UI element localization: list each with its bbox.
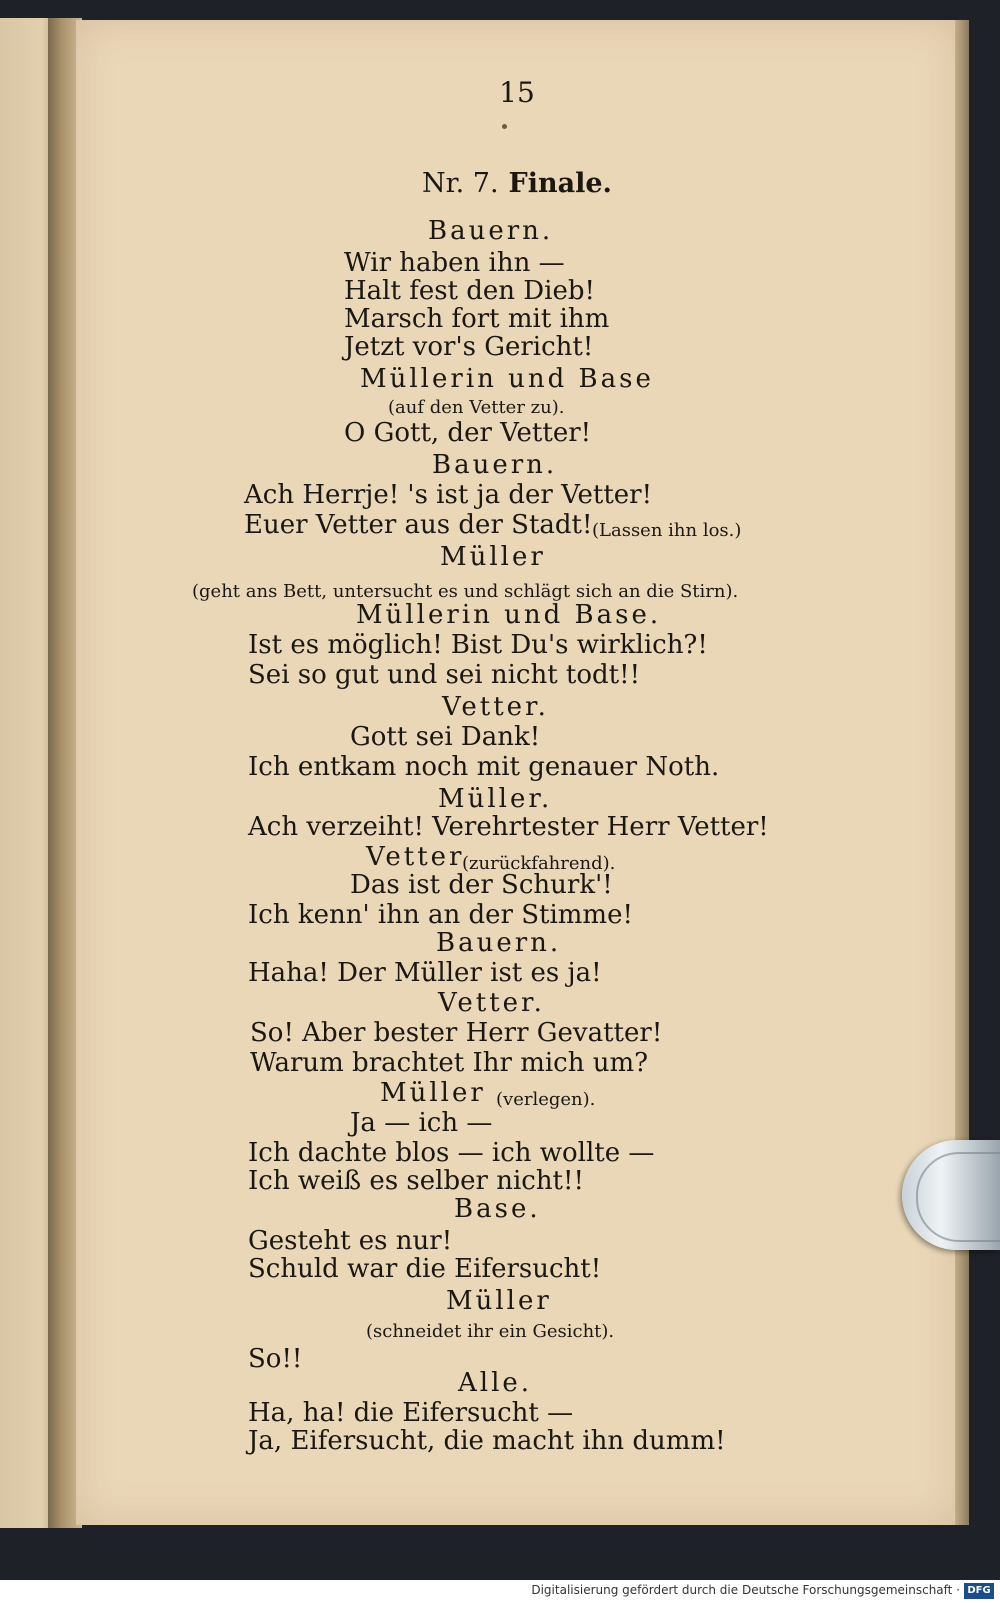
page-edge <box>955 20 969 1525</box>
verse-line: Ha, ha! die Eifersucht — <box>248 1398 574 1428</box>
verse-line: Das ist der Schurk'! <box>350 870 613 900</box>
speaker-line: Müller. <box>438 784 553 814</box>
verse-line: Ich weiß es selber nicht!! <box>248 1166 584 1196</box>
verse-line: Ist es möglich! Bist Du's wirklich?! <box>248 630 708 660</box>
dfg-logo: DFG <box>964 1583 994 1599</box>
verse-line: O Gott, der Vetter! <box>344 418 592 448</box>
speaker-line: Base. <box>454 1194 541 1224</box>
speaker-line: Bauern. <box>436 928 562 958</box>
speaker-line: Bauern. <box>428 216 554 246</box>
speaker-line: Müllerin und Base <box>360 364 654 394</box>
stage-direction: (schneidet ihr ein Gesicht). <box>366 1321 615 1342</box>
page-text <box>76 20 958 1525</box>
speaker-line: Müllerin und Base. <box>356 600 662 630</box>
page-number: 15 <box>499 76 535 109</box>
speaker-line: Müller <box>440 542 546 572</box>
verse-line: Jetzt vor's Gericht! <box>344 332 594 362</box>
section-title <box>76 168 958 199</box>
verse-line: Schuld war die Eifersucht! <box>248 1254 602 1284</box>
verse-line: Haha! Der Müller ist es ja! <box>248 958 602 988</box>
verse-line: So! Aber bester Herr Gevatter! <box>250 1018 663 1048</box>
verse-line: Wir haben ihn — <box>344 248 565 278</box>
verse-line: Halt fest den Dieb! <box>344 276 595 306</box>
speaker-line: Bauern. <box>432 450 558 480</box>
verse-line: Ach verzeiht! Verehrtester Herr Vetter! <box>248 812 769 842</box>
verse-line: Euer Vetter aus der Stadt! <box>244 510 593 540</box>
verse-line: Ach Herrje! 's ist ja der Vetter! <box>244 480 653 510</box>
stage-direction: (auf den Vetter zu). <box>388 397 565 418</box>
verse-line: Gesteht es nur! <box>248 1226 453 1256</box>
speaker-line: Müller <box>446 1286 552 1316</box>
speaker-line: Müller <box>380 1078 486 1108</box>
verse-line: Gott sei Dank! <box>350 722 541 752</box>
verse-line: Warum brachtet Ihr mich um? <box>250 1048 649 1078</box>
stage-direction: (Lassen ihn los.) <box>592 520 742 541</box>
section-name: Finale. <box>508 168 612 199</box>
stage-direction: (geht ans Bett, untersucht es und schlägt sich an die Stirn). <box>192 581 739 602</box>
speaker-line: Vetter <box>366 842 465 872</box>
verse-line: Marsch fort mit ihm <box>344 304 610 334</box>
funding-credit: Digitalisierung gefördert durch die Deutsche Forschungsgemeinschaft · <box>531 1583 960 1597</box>
stage-direction: (verlegen). <box>496 1089 596 1110</box>
verse-line: Ja, Eifersucht, die macht ihn dumm! <box>248 1426 726 1456</box>
verse-line: Ich dachte blos — ich wollte — <box>248 1138 655 1168</box>
verse-line: Sei so gut und sei nicht todt!! <box>248 660 641 690</box>
stage-direction: (zurückfahrend). <box>462 853 616 874</box>
verse-line: Ich entkam noch mit genauer Noth. <box>248 752 720 782</box>
verse-line: Ich kenn' ihn an der Stimme! <box>248 900 633 930</box>
speaker-line: Vetter. <box>438 988 545 1018</box>
speaker-line: Vetter. <box>442 692 549 722</box>
section-number: Nr. 7. <box>422 168 499 199</box>
ink-dot <box>502 124 507 129</box>
speaker-line: Alle. <box>458 1368 533 1398</box>
verse-line: So!! <box>248 1344 303 1374</box>
verse-line: Ja — ich — <box>350 1108 493 1138</box>
footer-bar <box>0 1580 1000 1603</box>
book-page <box>76 20 958 1525</box>
